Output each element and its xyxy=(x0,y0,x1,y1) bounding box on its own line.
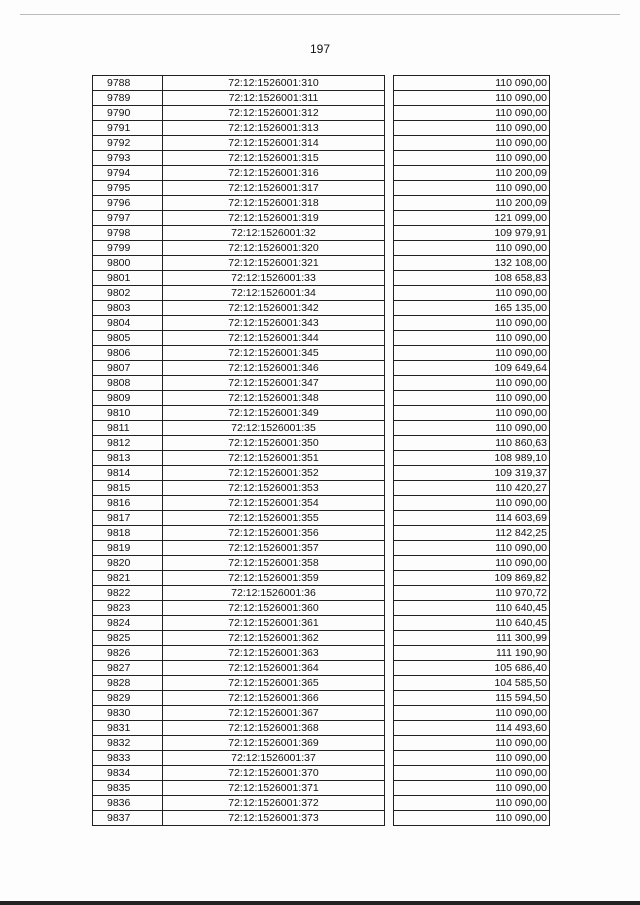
value-cell: 105 686,40 xyxy=(394,661,550,676)
table-row xyxy=(93,751,550,766)
table-row xyxy=(93,571,550,586)
row-number-cell: 9805 xyxy=(93,331,163,346)
column-gap xyxy=(385,466,394,481)
value-cell: 110 090,00 xyxy=(394,736,550,751)
row-number-cell: 9837 xyxy=(93,811,163,826)
cadastral-number-cell: 72:12:1526001:368 xyxy=(163,721,385,736)
table-row xyxy=(93,631,550,646)
column-gap xyxy=(385,166,394,181)
row-number-cell: 9788 xyxy=(93,76,163,91)
column-gap xyxy=(385,796,394,811)
value-cell: 110 090,00 xyxy=(394,151,550,166)
cadastral-number-cell: 72:12:1526001:348 xyxy=(163,391,385,406)
value-cell: 112 842,25 xyxy=(394,526,550,541)
column-gap xyxy=(385,211,394,226)
cadastral-number-cell: 72:12:1526001:37 xyxy=(163,751,385,766)
column-gap xyxy=(385,271,394,286)
table-row xyxy=(93,421,550,436)
table-row xyxy=(93,541,550,556)
cadastral-number-cell: 72:12:1526001:358 xyxy=(163,556,385,571)
table-row xyxy=(93,481,550,496)
cadastral-number-cell: 72:12:1526001:310 xyxy=(163,76,385,91)
table-row xyxy=(93,436,550,451)
column-gap xyxy=(385,241,394,256)
table-row xyxy=(93,796,550,811)
value-cell: 121 099,00 xyxy=(394,211,550,226)
value-cell: 110 090,00 xyxy=(394,316,550,331)
table-row xyxy=(93,346,550,361)
row-number-cell: 9820 xyxy=(93,556,163,571)
cadastral-number-cell: 72:12:1526001:370 xyxy=(163,766,385,781)
table-row xyxy=(93,391,550,406)
value-cell: 110 090,00 xyxy=(394,121,550,136)
table-row xyxy=(93,316,550,331)
value-cell: 110 090,00 xyxy=(394,181,550,196)
value-cell: 110 090,00 xyxy=(394,91,550,106)
table-row xyxy=(93,646,550,661)
row-number-cell: 9807 xyxy=(93,361,163,376)
column-gap xyxy=(385,91,394,106)
value-cell: 114 493,60 xyxy=(394,721,550,736)
table-row xyxy=(93,361,550,376)
value-cell: 108 989,10 xyxy=(394,451,550,466)
row-number-cell: 9815 xyxy=(93,481,163,496)
value-cell: 110 090,00 xyxy=(394,751,550,766)
column-gap xyxy=(385,301,394,316)
table-row xyxy=(93,601,550,616)
column-gap xyxy=(385,766,394,781)
table-row xyxy=(93,241,550,256)
value-cell: 110 090,00 xyxy=(394,331,550,346)
column-gap xyxy=(385,706,394,721)
column-gap xyxy=(385,451,394,466)
table-row xyxy=(93,226,550,241)
row-number-cell: 9810 xyxy=(93,406,163,421)
cadastral-number-cell: 72:12:1526001:361 xyxy=(163,616,385,631)
row-number-cell: 9827 xyxy=(93,661,163,676)
column-gap xyxy=(385,781,394,796)
value-cell: 110 090,00 xyxy=(394,766,550,781)
row-number-cell: 9795 xyxy=(93,181,163,196)
cadastral-number-cell: 72:12:1526001:366 xyxy=(163,691,385,706)
row-number-cell: 9824 xyxy=(93,616,163,631)
row-number-cell: 9797 xyxy=(93,211,163,226)
column-gap xyxy=(385,256,394,271)
table-row xyxy=(93,91,550,106)
value-cell: 110 640,45 xyxy=(394,616,550,631)
row-number-cell: 9800 xyxy=(93,256,163,271)
cadastral-number-cell: 72:12:1526001:320 xyxy=(163,241,385,256)
row-number-cell: 9835 xyxy=(93,781,163,796)
column-gap xyxy=(385,526,394,541)
value-cell: 110 090,00 xyxy=(394,286,550,301)
cadastral-number-cell: 72:12:1526001:318 xyxy=(163,196,385,211)
table-row xyxy=(93,256,550,271)
cadastral-number-cell: 72:12:1526001:357 xyxy=(163,541,385,556)
cadastral-number-cell: 72:12:1526001:352 xyxy=(163,466,385,481)
table-row xyxy=(93,511,550,526)
column-gap xyxy=(385,286,394,301)
cadastral-number-cell: 72:12:1526001:312 xyxy=(163,106,385,121)
column-gap xyxy=(385,331,394,346)
table-row xyxy=(93,556,550,571)
row-number-cell: 9834 xyxy=(93,766,163,781)
row-number-cell: 9794 xyxy=(93,166,163,181)
column-gap xyxy=(385,646,394,661)
value-cell: 110 090,00 xyxy=(394,811,550,826)
table-row xyxy=(93,676,550,691)
table-row xyxy=(93,496,550,511)
value-cell: 115 594,50 xyxy=(394,691,550,706)
row-number-cell: 9808 xyxy=(93,376,163,391)
cadastral-number-cell: 72:12:1526001:344 xyxy=(163,331,385,346)
column-gap xyxy=(385,691,394,706)
cadastral-number-cell: 72:12:1526001:347 xyxy=(163,376,385,391)
row-number-cell: 9803 xyxy=(93,301,163,316)
bottom-edge-bar xyxy=(0,901,640,905)
value-cell: 110 090,00 xyxy=(394,346,550,361)
cadastral-number-cell: 72:12:1526001:355 xyxy=(163,511,385,526)
value-cell: 110 090,00 xyxy=(394,796,550,811)
column-gap xyxy=(385,181,394,196)
value-cell: 109 649,64 xyxy=(394,361,550,376)
value-cell: 109 979,91 xyxy=(394,226,550,241)
row-number-cell: 9823 xyxy=(93,601,163,616)
value-cell: 110 090,00 xyxy=(394,541,550,556)
row-number-cell: 9818 xyxy=(93,526,163,541)
column-gap xyxy=(385,751,394,766)
cadastral-value-table xyxy=(92,75,550,826)
column-gap xyxy=(385,631,394,646)
row-number-cell: 9792 xyxy=(93,136,163,151)
cadastral-number-cell: 72:12:1526001:351 xyxy=(163,451,385,466)
cadastral-number-cell: 72:12:1526001:33 xyxy=(163,271,385,286)
cadastral-number-cell: 72:12:1526001:319 xyxy=(163,211,385,226)
table-row xyxy=(93,106,550,121)
cadastral-number-cell: 72:12:1526001:314 xyxy=(163,136,385,151)
column-gap xyxy=(385,511,394,526)
column-gap xyxy=(385,106,394,121)
row-number-cell: 9816 xyxy=(93,496,163,511)
cadastral-number-cell: 72:12:1526001:372 xyxy=(163,796,385,811)
table-row xyxy=(93,721,550,736)
cadastral-number-cell: 72:12:1526001:371 xyxy=(163,781,385,796)
row-number-cell: 9791 xyxy=(93,121,163,136)
cadastral-number-cell: 72:12:1526001:354 xyxy=(163,496,385,511)
cadastral-number-cell: 72:12:1526001:369 xyxy=(163,736,385,751)
value-cell: 110 970,72 xyxy=(394,586,550,601)
value-cell: 110 640,45 xyxy=(394,601,550,616)
table-row xyxy=(93,151,550,166)
value-cell: 110 090,00 xyxy=(394,391,550,406)
cadastral-number-cell: 72:12:1526001:34 xyxy=(163,286,385,301)
table-row xyxy=(93,526,550,541)
table-row xyxy=(93,121,550,136)
row-number-cell: 9830 xyxy=(93,706,163,721)
row-number-cell: 9796 xyxy=(93,196,163,211)
value-cell: 110 200,09 xyxy=(394,196,550,211)
row-number-cell: 9828 xyxy=(93,676,163,691)
top-rule xyxy=(20,14,620,15)
cadastral-number-cell: 72:12:1526001:363 xyxy=(163,646,385,661)
value-cell: 110 090,00 xyxy=(394,556,550,571)
column-gap xyxy=(385,361,394,376)
cadastral-number-cell: 72:12:1526001:32 xyxy=(163,226,385,241)
value-cell: 108 658,83 xyxy=(394,271,550,286)
value-cell: 110 090,00 xyxy=(394,781,550,796)
cadastral-number-cell: 72:12:1526001:356 xyxy=(163,526,385,541)
cadastral-number-cell: 72:12:1526001:343 xyxy=(163,316,385,331)
value-cell: 110 200,09 xyxy=(394,166,550,181)
column-gap xyxy=(385,616,394,631)
cadastral-number-cell: 72:12:1526001:313 xyxy=(163,121,385,136)
column-gap xyxy=(385,556,394,571)
column-gap xyxy=(385,571,394,586)
value-cell: 114 603,69 xyxy=(394,511,550,526)
value-cell: 110 090,00 xyxy=(394,706,550,721)
table-row xyxy=(93,736,550,751)
row-number-cell: 9832 xyxy=(93,736,163,751)
row-number-cell: 9799 xyxy=(93,241,163,256)
value-cell: 110 090,00 xyxy=(394,421,550,436)
table-row xyxy=(93,406,550,421)
value-cell: 110 420,27 xyxy=(394,481,550,496)
column-gap xyxy=(385,496,394,511)
cadastral-number-cell: 72:12:1526001:359 xyxy=(163,571,385,586)
column-gap xyxy=(385,376,394,391)
column-gap xyxy=(385,676,394,691)
value-cell: 111 300,99 xyxy=(394,631,550,646)
column-gap xyxy=(385,226,394,241)
table-row xyxy=(93,301,550,316)
table-row xyxy=(93,616,550,631)
cadastral-number-cell: 72:12:1526001:364 xyxy=(163,661,385,676)
value-cell: 111 190,90 xyxy=(394,646,550,661)
table-row xyxy=(93,271,550,286)
table-row xyxy=(93,136,550,151)
cadastral-number-cell: 72:12:1526001:367 xyxy=(163,706,385,721)
row-number-cell: 9789 xyxy=(93,91,163,106)
value-cell: 110 090,00 xyxy=(394,241,550,256)
column-gap xyxy=(385,811,394,826)
row-number-cell: 9806 xyxy=(93,346,163,361)
table-row xyxy=(93,691,550,706)
table-row xyxy=(93,181,550,196)
column-gap xyxy=(385,421,394,436)
cadastral-number-cell: 72:12:1526001:350 xyxy=(163,436,385,451)
row-number-cell: 9798 xyxy=(93,226,163,241)
value-cell: 110 860,63 xyxy=(394,436,550,451)
column-gap xyxy=(385,481,394,496)
column-gap xyxy=(385,196,394,211)
table-row xyxy=(93,811,550,826)
value-cell: 132 108,00 xyxy=(394,256,550,271)
column-gap xyxy=(385,151,394,166)
column-gap xyxy=(385,76,394,91)
row-number-cell: 9833 xyxy=(93,751,163,766)
row-number-cell: 9793 xyxy=(93,151,163,166)
cadastral-number-cell: 72:12:1526001:35 xyxy=(163,421,385,436)
cadastral-number-cell: 72:12:1526001:365 xyxy=(163,676,385,691)
cadastral-number-cell: 72:12:1526001:373 xyxy=(163,811,385,826)
cadastral-number-cell: 72:12:1526001:316 xyxy=(163,166,385,181)
cadastral-number-cell: 72:12:1526001:346 xyxy=(163,361,385,376)
value-cell: 165 135,00 xyxy=(394,301,550,316)
cadastral-number-cell: 72:12:1526001:36 xyxy=(163,586,385,601)
value-cell: 110 090,00 xyxy=(394,496,550,511)
column-gap xyxy=(385,541,394,556)
row-number-cell: 9804 xyxy=(93,316,163,331)
cadastral-number-cell: 72:12:1526001:317 xyxy=(163,181,385,196)
cadastral-number-cell: 72:12:1526001:321 xyxy=(163,256,385,271)
column-gap xyxy=(385,136,394,151)
row-number-cell: 9819 xyxy=(93,541,163,556)
table-row xyxy=(93,781,550,796)
column-gap xyxy=(385,721,394,736)
table-row xyxy=(93,661,550,676)
row-number-cell: 9802 xyxy=(93,286,163,301)
row-number-cell: 9813 xyxy=(93,451,163,466)
value-cell: 104 585,50 xyxy=(394,676,550,691)
table-row xyxy=(93,451,550,466)
value-cell: 110 090,00 xyxy=(394,136,550,151)
table-row xyxy=(93,286,550,301)
row-number-cell: 9817 xyxy=(93,511,163,526)
cadastral-number-cell: 72:12:1526001:342 xyxy=(163,301,385,316)
column-gap xyxy=(385,391,394,406)
column-gap xyxy=(385,586,394,601)
cadastral-number-cell: 72:12:1526001:362 xyxy=(163,631,385,646)
column-gap xyxy=(385,121,394,136)
table-row xyxy=(93,376,550,391)
column-gap xyxy=(385,601,394,616)
row-number-cell: 9836 xyxy=(93,796,163,811)
row-number-cell: 9826 xyxy=(93,646,163,661)
row-number-cell: 9811 xyxy=(93,421,163,436)
column-gap xyxy=(385,316,394,331)
table-row xyxy=(93,586,550,601)
table-row xyxy=(93,166,550,181)
column-gap xyxy=(385,406,394,421)
value-cell: 109 869,82 xyxy=(394,571,550,586)
row-number-cell: 9829 xyxy=(93,691,163,706)
row-number-cell: 9790 xyxy=(93,106,163,121)
column-gap xyxy=(385,661,394,676)
value-cell: 110 090,00 xyxy=(394,76,550,91)
table-row xyxy=(93,466,550,481)
cadastral-number-cell: 72:12:1526001:360 xyxy=(163,601,385,616)
cadastral-number-cell: 72:12:1526001:349 xyxy=(163,406,385,421)
value-cell: 110 090,00 xyxy=(394,406,550,421)
cadastral-number-cell: 72:12:1526001:311 xyxy=(163,91,385,106)
value-cell: 110 090,00 xyxy=(394,376,550,391)
table-row xyxy=(93,211,550,226)
value-cell: 109 319,37 xyxy=(394,466,550,481)
column-gap xyxy=(385,346,394,361)
column-gap xyxy=(385,436,394,451)
row-number-cell: 9814 xyxy=(93,466,163,481)
table-row xyxy=(93,196,550,211)
row-number-cell: 9809 xyxy=(93,391,163,406)
table-body xyxy=(93,76,550,826)
row-number-cell: 9821 xyxy=(93,571,163,586)
table-row xyxy=(93,76,550,91)
row-number-cell: 9822 xyxy=(93,586,163,601)
page-number: 197 xyxy=(309,42,331,56)
row-number-cell: 9812 xyxy=(93,436,163,451)
cadastral-number-cell: 72:12:1526001:353 xyxy=(163,481,385,496)
row-number-cell: 9831 xyxy=(93,721,163,736)
table-row xyxy=(93,706,550,721)
table-row xyxy=(93,331,550,346)
row-number-cell: 9825 xyxy=(93,631,163,646)
cadastral-number-cell: 72:12:1526001:315 xyxy=(163,151,385,166)
value-cell: 110 090,00 xyxy=(394,106,550,121)
row-number-cell: 9801 xyxy=(93,271,163,286)
table-row xyxy=(93,766,550,781)
cadastral-number-cell: 72:12:1526001:345 xyxy=(163,346,385,361)
column-gap xyxy=(385,736,394,751)
